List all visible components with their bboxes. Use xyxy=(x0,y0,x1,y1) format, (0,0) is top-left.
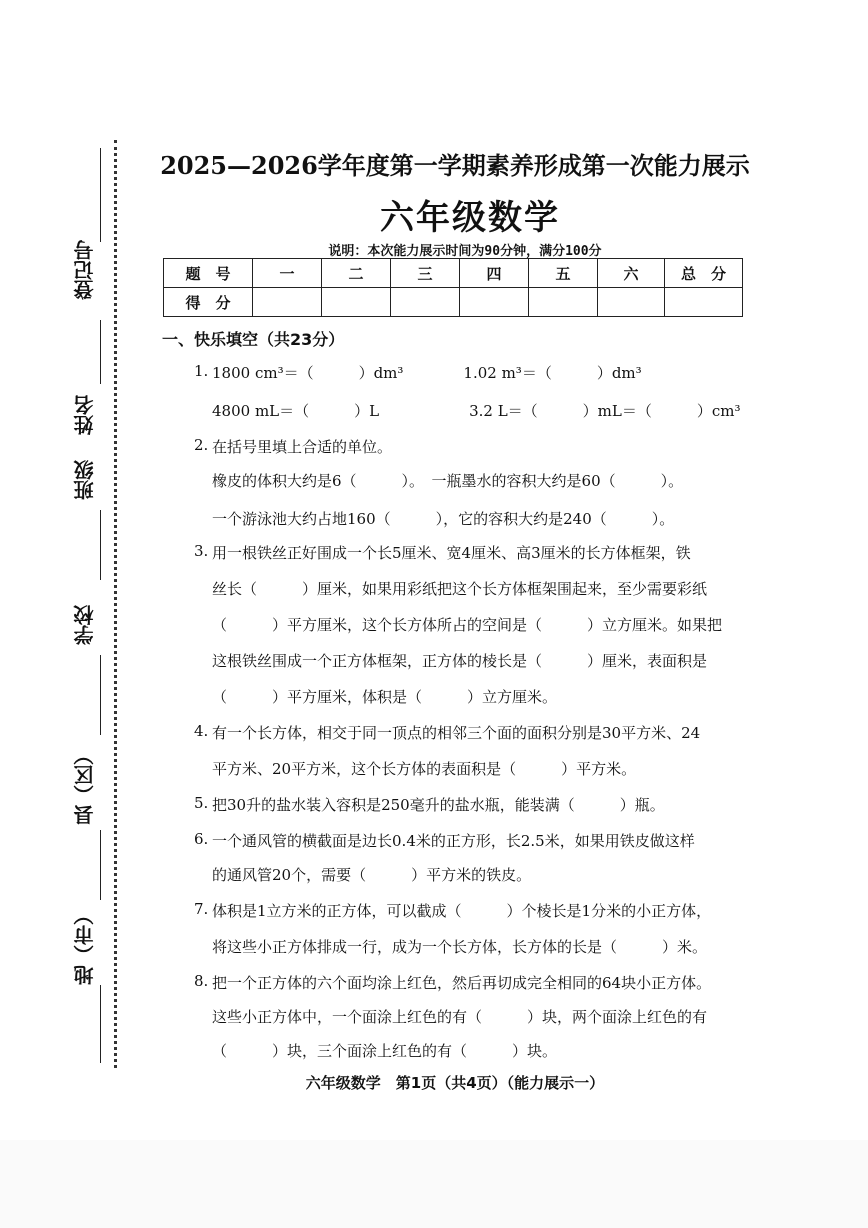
exam-title: 2025—2026学年度第一学期素养形成第一次能力展示 xyxy=(160,151,750,180)
question-text: 橡皮的体积大约是6（ ）。 一瓶墨水的容积大约是60（ ）。 xyxy=(212,472,684,490)
class-blank[interactable] xyxy=(100,510,101,580)
name-label: 姓名 xyxy=(73,395,97,435)
question-text: 平方米、20平方米，这个长方体的表面积是（ ）平方米。 xyxy=(212,760,637,778)
question-text: 这些小正方体中，一个面涂上红色的有（ ）块，两个面涂上红色的有 xyxy=(212,1008,708,1026)
question-text: 体积是1立方米的正方体，可以截成（ ）个棱长是1分米的小正方体， xyxy=(212,902,712,920)
score-table xyxy=(163,258,743,317)
question-number: 2. xyxy=(194,436,209,454)
class-field xyxy=(70,450,110,510)
page-footer: 六年级数学 第1页（共4页）（能力展示一） xyxy=(305,1074,605,1092)
score-row-label: 得 分 xyxy=(164,288,253,317)
score-table-cell: 一 xyxy=(253,259,322,288)
question-number: 5. xyxy=(194,794,209,812)
question-text: 一个通风管的横截面是边长0.4米的正方形，长2.5米，如果用铁皮做这样 xyxy=(212,832,695,850)
exam-subject: 六年级数学 xyxy=(380,198,560,238)
seal-dotted-line xyxy=(114,140,117,1068)
city-field xyxy=(70,905,110,985)
question-text: 丝长（ ）厘米，如果用彩纸把这个长方体框架围起来，至少需要彩纸 xyxy=(212,580,708,598)
score-table-cell: 总 分 xyxy=(665,259,743,288)
question-text: 把一个正方体的六个面均涂上红色，然后再切成完全相同的64块小正方体。 xyxy=(212,974,712,992)
page-bottom-margin xyxy=(0,1140,868,1228)
question-text: （ ）块，三个面涂上红色的有（ ）块。 xyxy=(212,1042,558,1060)
section-heading: 一、快乐填空（共23分） xyxy=(162,330,345,349)
question-text: 用一根铁丝正好围成一个长5厘米、宽4厘米、高3厘米的长方体框架，铁 xyxy=(212,544,691,562)
question-text: 有一个长方体，相交于同一顶点的相邻三个面的面积分别是30平方米、24 xyxy=(212,724,701,742)
question-text: 的通风管20个，需要（ ）平方米的铁皮。 xyxy=(212,866,532,884)
name-field xyxy=(70,385,110,445)
score-input-cell[interactable] xyxy=(598,288,665,317)
score-input-cell[interactable] xyxy=(529,288,598,317)
score-input-cell[interactable] xyxy=(322,288,391,317)
question-text: （ ）平方厘米，这个长方体所占的空间是（ ）立方厘米。如果把 xyxy=(212,616,723,634)
question-text: （ ）平方厘米，体积是（ ）立方厘米。 xyxy=(212,688,558,706)
score-input-cell[interactable] xyxy=(460,288,529,317)
score-table-cell: 六 xyxy=(598,259,665,288)
score-table-cell: 题 号 xyxy=(164,259,253,288)
score-table-cell: 五 xyxy=(529,259,598,288)
school-field xyxy=(70,595,110,655)
city-label: 地（市） xyxy=(73,905,97,985)
question-text: 在括号里填上合适的单位。 xyxy=(212,438,393,456)
question-text: 一个游泳池大约占地160（ ），它的容积大约是240（ ）。 xyxy=(212,510,675,528)
county-blank[interactable] xyxy=(100,830,101,900)
question-number: 3. xyxy=(194,542,209,560)
score-table-header-row xyxy=(164,259,743,288)
score-input-cell[interactable] xyxy=(253,288,322,317)
question-number: 7. xyxy=(194,900,209,918)
county-field xyxy=(70,740,110,830)
school-blank[interactable] xyxy=(100,655,101,735)
registration-blank[interactable] xyxy=(100,148,101,242)
registration-label: 登记号 xyxy=(73,240,97,300)
question-text: 这根铁丝围成一个正方体框架，正方体的棱长是（ ）厘米，表面积是 xyxy=(212,652,708,670)
name-blank[interactable] xyxy=(100,320,101,384)
question-number: 8. xyxy=(194,972,209,990)
score-table-cell: 二 xyxy=(322,259,391,288)
score-table-score-row xyxy=(164,288,743,317)
exam-note: 说明：本次能力展示时间为90分钟，满分100分 xyxy=(328,244,602,259)
question-text: 4800 mL＝（ ）L 3.2 L＝（ ）mL＝（ ）cm³ xyxy=(212,402,741,420)
question-number: 4. xyxy=(194,722,209,740)
question-text: 1800 cm³＝（ ）dm³ 1.02 m³＝（ ）dm³ xyxy=(212,364,642,382)
school-label: 学校 xyxy=(73,605,97,645)
question-number: 6. xyxy=(194,830,209,848)
question-number: 1. xyxy=(194,362,209,380)
score-table-cell: 三 xyxy=(391,259,460,288)
binding-margin xyxy=(0,0,125,1228)
question-text: 将这些小正方体排成一行，成为一个长方体，长方体的长是（ ）米。 xyxy=(212,938,708,956)
score-input-cell[interactable] xyxy=(665,288,743,317)
question-text: 把30升的盐水装入容积是250毫升的盐水瓶，能装满（ ）瓶。 xyxy=(212,796,665,814)
score-table-cell: 四 xyxy=(460,259,529,288)
score-input-cell[interactable] xyxy=(391,288,460,317)
registration-field xyxy=(70,230,110,310)
class-label: 班级 xyxy=(73,460,97,500)
county-label: 县（区） xyxy=(73,745,97,825)
city-blank[interactable] xyxy=(100,985,101,1063)
